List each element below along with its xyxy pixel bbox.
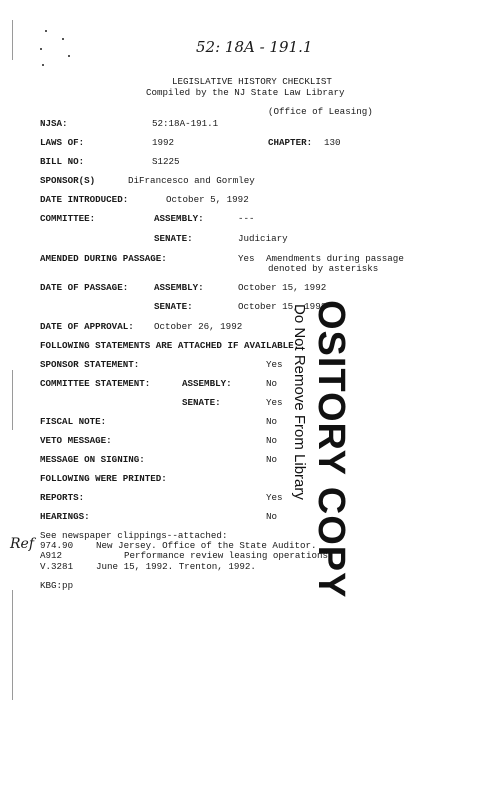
njsa-value: 52:18A-191.1 [152, 118, 219, 129]
passage-senate-value: October 15, 1992 [238, 301, 327, 312]
cs-assembly-label: ASSEMBLY: [182, 378, 232, 389]
chapter-value: 130 [324, 137, 341, 148]
hearings-value: No [266, 511, 278, 522]
stamp-main-text: OSITORY COPY [310, 300, 352, 599]
amended-label: AMENDED DURING PASSAGE: [40, 253, 167, 264]
speck [45, 30, 47, 32]
ref-handwritten-mark: Ref [10, 536, 35, 552]
committee-senate-label: SENATE: [154, 233, 193, 244]
depository-copy-stamp [262, 300, 352, 599]
committee-senate-value: Judiciary [238, 233, 288, 244]
veto-message-label: VETO MESSAGE: [40, 435, 112, 446]
sponsor-label: SPONSOR(S) [40, 175, 96, 186]
speck [62, 38, 64, 40]
bill-label: BILL NO: [40, 156, 85, 167]
checklist-title: LEGISLATIVE HISTORY CHECKLIST [172, 76, 332, 87]
passage-assembly-label: ASSEMBLY: [154, 282, 204, 293]
laws-value: 1992 [152, 137, 175, 148]
stamp-secondary-text: Do Not Remove From Library [291, 304, 308, 500]
njsa-label: NJSA: [40, 118, 68, 129]
signing-message-value: No [266, 454, 278, 465]
margin-line [12, 20, 13, 60]
following-attached-heading: FOLLOWING STATEMENTS ARE ATTACHED IF AVAILABLE: [40, 340, 300, 351]
passage-senate-label: SENATE: [154, 301, 193, 312]
margin-line [12, 370, 13, 430]
cs-senate-label: SENATE: [182, 397, 221, 408]
fiscal-note-label: FISCAL NOTE: [40, 416, 107, 427]
signing-message-label: MESSAGE ON SIGNING: [40, 454, 145, 465]
date-passage-label: DATE OF PASSAGE: [40, 282, 129, 293]
bill-value: S1225 [152, 156, 180, 167]
laws-label: LAWS OF: [40, 137, 85, 148]
speck [68, 55, 70, 57]
handwritten-reference: 52: 18A - 191.1 [196, 38, 313, 56]
passage-assembly-value: October 15, 1992 [238, 282, 327, 293]
veto-message-value: No [266, 435, 278, 446]
amended-note-2: denoted by asterisks [268, 263, 379, 274]
sponsor-statement-label: SPONSOR STATEMENT: [40, 359, 140, 370]
sponsor-statement-value: Yes [266, 359, 283, 370]
date-introduced-label: DATE INTRODUCED: [40, 194, 129, 205]
date-approval-value: October 26, 1992 [154, 321, 243, 332]
clipping-code-3: V.3281 [40, 561, 74, 572]
reports-value: Yes [266, 492, 283, 503]
fiscal-note-value: No [266, 416, 278, 427]
sponsor-value: DiFrancesco and Gormley [128, 175, 255, 186]
cs-assembly-value: No [266, 378, 278, 389]
clipping-text-1: New Jersey. Office of the State Auditor. [96, 540, 317, 551]
date-approval-label: DATE OF APPROVAL: [40, 321, 134, 332]
speck [42, 64, 44, 66]
speck [40, 48, 42, 50]
committee-assembly-label: ASSEMBLY: [154, 213, 204, 224]
chapter-label: CHAPTER: [268, 137, 313, 148]
reports-label: REPORTS: [40, 492, 85, 503]
checklist-subtitle: Compiled by the NJ State Law Library [146, 87, 345, 98]
amended-value: Yes [238, 253, 255, 264]
amended-note-1: Amendments during passage [266, 253, 404, 264]
date-introduced-value: October 5, 1992 [166, 194, 249, 205]
office-note: (Office of Leasing) [268, 106, 373, 117]
cs-senate-value: Yes [266, 397, 283, 408]
following-printed-heading: FOLLOWING WERE PRINTED: [40, 473, 167, 484]
hearings-label: HEARINGS: [40, 511, 90, 522]
margin-line [12, 590, 13, 700]
clipping-text-3: June 15, 1992. Trenton, 1992. [96, 561, 256, 572]
clipping-text-2: Performance review leasing operations. [124, 550, 334, 561]
typist-initials: KBG:pp [40, 580, 74, 591]
clippings-intro: See newspaper clippings--attached: [40, 530, 228, 541]
clipping-code-2: A912 [40, 550, 63, 561]
clipping-code-1: 974.90 [40, 540, 74, 551]
committee-label: COMMITTEE: [40, 213, 96, 224]
committee-assembly-value: --- [238, 213, 255, 224]
committee-statement-label: COMMITTEE STATEMENT: [40, 378, 151, 389]
